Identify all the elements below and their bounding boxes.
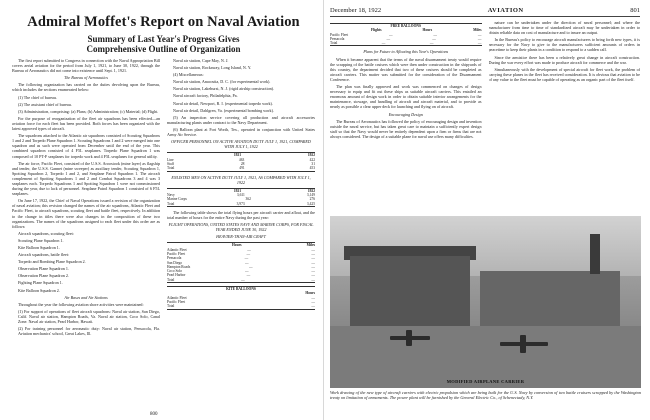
table-header-cell: 1922	[307, 153, 315, 158]
paragraph: Throughout the year the following aviation shore activities were maintained:	[18, 301, 144, 307]
paragraph: Naval air station, Cape May, N. J.	[173, 58, 229, 63]
paragraph: In the Bureau's policy to encourage aircraft manufacturers to bring forth new types, it is necessary for the Navy to give to the manufacturers sufficient amounts of orders in peacetime to keep their plants in a condition to respond to a sudden call.	[488, 37, 640, 53]
paragraph: On June 17, 1922, the Chief of Naval Operations issued a revision of the organization of naval aviation; this revision changed the names of the air squadrons, Atlantic Fleet and Pacific Fleet, to aircraft squadrons, scouting fleet and battle fleet, respectively. In addition to the change in titles there were also changes in the composition of these two organizations. The names of the squadrons assigned to each fleet under this order are as follows:	[12, 198, 160, 229]
article-subhead	[12, 34, 315, 54]
table-cell: —	[249, 264, 253, 269]
table-cell: —	[386, 36, 391, 41]
table-row	[167, 278, 315, 282]
paragraph: For the purpose of reorganization of the fleet air squadrons has been effected—an aviation force for each fleet has been provided. Both forces has been organized with the latest approved types of aircraft.	[12, 115, 160, 132]
table-cell: Pearl Harbor	[167, 273, 186, 278]
paragraph: The plan was finally approved and work was commenced on changes of design necessary to equip and fit out these ships as suitable aircraft carriers. This entailed an enormous amount of design work in order to obtain suitable interior arrangements for the maintenance, stowage, and handling of aircraft and aircraft material, and to provide as nearly as possible a clear upper deck for launching and flying on of aircraft.	[330, 84, 482, 110]
table-cell: —	[311, 299, 315, 304]
table-title: KITE BALLOONS	[226, 287, 256, 292]
section-heading: HEAVIER-THAN-AIR CRAFT	[216, 234, 266, 240]
paragraph: (2) The assistant chief of bureau.	[18, 101, 72, 107]
paragraph: The squadrons attached to the Atlantic air squadrons consisted of Scouting Squadrons 1 and 2 and Torpedo Plane Squadron 1. Scouting Squadrons 1 and 2 were merged into one squadron and as such were operated from December until the end of the year. This combined squadron consisted of 4 F5L seaplanes. Torpedo Plane Squadron 1 was composed of 10 PT-F seaplanes for torpedo work and 4 F5L seaplanes for general utility.	[12, 133, 160, 159]
paragraph: Naval air station, Rockaway, Long Island, N. Y.	[173, 65, 252, 71]
table-cell: Total	[330, 41, 338, 46]
table-row	[167, 166, 315, 170]
table-header-cell: 1922	[307, 188, 315, 193]
table-cell: Total	[167, 201, 175, 206]
table-cell: 28	[240, 161, 245, 166]
photo-label: MODIFIED AIRPLANE CARRIER	[446, 379, 525, 384]
table-cell: —	[311, 277, 315, 282]
left-page	[0, 0, 323, 420]
table-header-cell: Flights	[370, 28, 382, 33]
table-cell: Pacific Fleet	[167, 251, 186, 256]
right-column-1	[330, 20, 482, 226]
subhead-line: Summary of Last Year's Progress Gives	[87, 34, 240, 44]
section-heading: OFFICER PERSONNEL ON ACTIVE AVIATION DUTY JULY 1, 1921, COMPARED WITH JULY 1, 1922	[171, 139, 311, 150]
article-headline: Admiral Moffet's Report on Naval Aviation	[27, 14, 300, 30]
table-cell: 3,611	[236, 192, 245, 197]
table-cell: 422	[309, 157, 315, 162]
table-cell: —	[244, 256, 249, 261]
section-heading: Encouraging Design	[388, 111, 423, 117]
left-column-1	[12, 58, 160, 338]
paragraph: (4) Miscellaneous:	[173, 72, 204, 78]
section-heading: Plans for Future to Afloating this Year's Operations	[363, 49, 449, 55]
section-heading: FLIGHT OPERATIONS, UNITED STATES NAVY AND MARINE CORPS, FOR FISCAL YEAR ENDED JUNE 30, 1922	[168, 222, 314, 233]
table-cell: 463	[238, 157, 245, 162]
photo-deck	[480, 271, 620, 326]
right-page	[323, 0, 650, 420]
table-row	[167, 304, 315, 308]
table-cell: 491	[239, 166, 245, 171]
paragraph: (2) For training personnel for aeronautic duty: Naval air station, Pensacola, Fla. Aviation mechanics' school, Great Lakes, Ill.	[18, 326, 160, 337]
section-heading: Air Bases and Air Stations	[64, 294, 108, 300]
data-table	[167, 152, 315, 171]
airplane-icon	[406, 330, 412, 346]
table-header-cell: 1921	[233, 153, 241, 158]
table-cell: Total	[167, 166, 175, 171]
paragraph: Since the armistice there has been a relatively great change in aircraft construction. During the war every effort was made to produce aircraft for commerce and the war.	[488, 54, 640, 65]
table-cell: Pensacola	[167, 256, 182, 261]
table-title: FREE BALLOONS	[390, 24, 421, 28]
airplane-icon	[520, 335, 526, 353]
table-cell: 362	[245, 197, 251, 202]
table-cell: —	[477, 36, 482, 41]
table-cell: Marine Corps	[167, 197, 187, 202]
table-cell: Hampton Roads	[167, 264, 191, 269]
magazine-title: AVIATION	[487, 7, 524, 14]
paragraph: Naval air detail, Dahlgren, Va. (experimental bombing work).	[173, 107, 274, 113]
table-cell: 3,973	[236, 201, 245, 206]
paragraph: The Bureau of Aeronautics has followed the policy of encouraging design and invention outside the naval service, but has taken great care to maintain a sufficiently expert design staff so that the Navy would never be entirely dependent upon a firm or firms that are not always considered. The design of a suitable plane for naval use offers many difficulties.	[330, 118, 482, 139]
table-cell: —	[311, 269, 315, 274]
table-cell: —	[477, 41, 482, 46]
paragraph: (1) The chief of bureau.	[18, 94, 57, 100]
table-cell: —	[241, 277, 245, 282]
table-cell: —	[246, 251, 251, 256]
paragraph: (1) For support of operations of fleet aircraft squadrons: Naval air station, San Diego, Calif. Naval air station, Hampton Roads, Va. Naval air station, Coco Solo, Canal Zone. Naval air station, Pearl Harbor, Hawaii.	[18, 308, 160, 325]
left-columns	[12, 58, 315, 338]
table-cell: Atlantic Fleet	[167, 295, 187, 300]
paragraph: Observation Plane Squadron 2.	[18, 273, 69, 279]
data-table	[167, 242, 315, 283]
data-table	[167, 286, 315, 309]
table-cell: —	[311, 251, 315, 256]
table-cell: —	[311, 260, 315, 265]
table-cell: —	[433, 32, 437, 37]
right-column-2	[489, 20, 641, 226]
table-cell: —	[311, 304, 315, 309]
table-cell: —	[244, 260, 249, 265]
table-cell: —	[246, 273, 251, 278]
paragraph: Naval air station, Lakehurst, N. J. (rigid airship construction).	[173, 86, 275, 92]
table-cell: San Diego	[167, 260, 183, 265]
table-cell: —	[311, 247, 315, 252]
table-cell: Atlantic Fleet	[167, 247, 187, 252]
table-cell: —	[311, 273, 315, 278]
paragraph: When it became apparent that the terms of the naval disarmament treaty would require the scrapping of the battle cruisers which were then under construction in the shipyards of this country, the department decided that two of these cruisers should be completed as aircraft carriers. This matter was submitted for the consideration of the Disarmament Conference.	[330, 56, 482, 82]
table-cell: —	[311, 264, 315, 269]
table-header-cell: 1921	[233, 188, 241, 193]
running-header	[330, 6, 640, 17]
paragraph: Aircraft squadrons, battle fleet:	[18, 252, 70, 258]
table-cell: —	[247, 247, 251, 252]
paragraph: Aircraft squadrons, scouting fleet:	[18, 230, 74, 236]
paragraph: Kite Balloon Squadron 2.	[18, 287, 60, 293]
table-cell: —	[429, 41, 434, 46]
table-cell: —	[311, 295, 315, 300]
paragraph: Naval aircraft factory, Philadelphia, Pa.	[173, 93, 238, 99]
table-cell: Staff	[167, 161, 174, 166]
table-cell: 3,425	[306, 201, 315, 206]
paragraph: Observation Plane Squadron 1.	[18, 266, 69, 272]
table-header-cell: Hours	[232, 243, 242, 248]
table-cell: Coco Solo	[167, 269, 183, 274]
section-heading: The Bureau of Aeronautics	[64, 75, 108, 81]
table-cell: Pacific Fleet	[330, 32, 349, 37]
table-cell: Line	[167, 157, 174, 162]
paragraph: Naval air station, Anacostia, D. C. (for experimental work).	[173, 79, 271, 85]
photo-hangar	[350, 256, 470, 326]
issue-date: December 18, 1922	[330, 7, 382, 14]
table-row	[167, 202, 315, 206]
table-header-cell: Hours	[422, 28, 433, 33]
table-cell: —	[381, 41, 386, 46]
table-cell: Navy	[167, 192, 175, 197]
table-cell: 31	[311, 161, 315, 166]
paragraph: (5) An inspection service covering all production and aircraft accessories manufacturing plants under contract to the Navy Department.	[167, 114, 315, 125]
table-cell: 453	[309, 166, 315, 171]
table-cell: Total	[167, 304, 175, 309]
paragraph: The first report submitted to Congress in connection with the Naval Appropriation Bill covers aerial aviation for the period from July 1, 1921, to June 30, 1922, through the Bureau of Aeronautics did not come into existence until Sept. 1, 1921.	[12, 58, 160, 74]
photo-caption: Work drawing of the new type of aircraft carriers with electric propulsion which are being built for the U.S. Navy by conversion of two battle cruisers scrapped by the Washington treaty on limitation of armaments. The power plant will be furnished by the General Electric Co., of Schenectady, N.Y.	[330, 390, 641, 401]
table-row	[330, 41, 482, 45]
paragraph: Scouting Plane Squadron 1.	[18, 237, 64, 243]
paragraph: The air force, Pacific Fleet, consisted of the U.S.S. Aroostook (mine layer) as flagship and tender, the U.S.S. Gannet (mine sweeper) as auxiliary tender, Scouting Squadron 1, Spotting Squadron 2, Torpedo 1 and 2, and Seaplane Patrol Squadron 1. The aircraft complement of Spotting Squadrons 1 and 2 and Combat Squadrons 3 and 4 was 3 seaplanes each. Torpedo Squadrons 1 and Spotting Squadron 1 were not commissioned during the year, due to lack of personnel. Seaplane Patrol Squadron 1 consisted of 6 F5L seaplanes.	[12, 160, 160, 197]
paragraph: Simultaneously with the development of special aircraft for fleet work, the problem of carrying these planes in the fleet has received consideration. It is obvious that aviation to be of any value to the fleet must be capable of operating as an organic part of the fleet itself.	[488, 66, 640, 82]
paragraph: (3) Administration, comprising: (a) Plans; (b) Administration; (c) Material; (d) Flight.	[18, 108, 159, 114]
table-cell: 276	[309, 197, 315, 202]
data-table	[330, 23, 482, 46]
page-number: 801	[630, 7, 640, 14]
table-header-cell: Miles	[473, 28, 482, 33]
table-cell: 3,149	[306, 192, 315, 197]
paragraph: Fighting Plane Squadron 1.	[18, 280, 63, 286]
paragraph: (6) Balloon plant at Fort Worth, Tex., operated in conjunction with United States Army Air Service.	[167, 126, 315, 138]
table-cell: —	[432, 36, 436, 41]
paragraph: nature can be undertaken under the direction of naval personnel; and where the manufacturer from time to time of standardized aircraft may be undertaken in order to obtain reliable data on cost of manufacture and to insure an output.	[488, 20, 640, 36]
paragraph: The following table shows the total flying hours per aircraft carrier and afloat, and the total number of hours for the entire Navy during the past year:	[167, 209, 315, 220]
table-cell: Pacific Fleet	[167, 299, 186, 304]
paragraph: Kite Balloon Squadron 1.	[18, 245, 60, 250]
carrier-illustration	[330, 216, 641, 388]
table-cell: —	[311, 256, 315, 261]
paragraph: Torpedo and Bombing Plane Squadron 2.	[18, 259, 86, 265]
subhead-line: Comprehensive Outline of Organization	[86, 44, 241, 54]
right-columns	[330, 20, 640, 226]
table-header-cell: Miles	[306, 243, 315, 248]
photo-tower	[590, 234, 600, 274]
table-cell: —	[244, 269, 249, 274]
paragraph: The following organization has carried on the duties devolving upon the Bureau, which includes the sections enumerated below:	[12, 82, 160, 93]
page-number: 800	[150, 412, 158, 417]
table-cell: Pensacola	[330, 36, 345, 41]
section-heading: ENLISTED MEN ON ACTIVE DUTY JULY 1, 1921, AS COMPARED WITH JULY 1, 1922	[171, 174, 311, 185]
table-header-cell: Hours	[305, 291, 315, 296]
table-cell: —	[477, 32, 482, 37]
left-column-2	[167, 58, 315, 338]
table-cell: Total	[167, 277, 175, 282]
data-table	[167, 188, 315, 207]
table-cell: —	[388, 32, 393, 37]
paragraph: Naval air detail, Newport, R. I. (experimental torpedo work).	[173, 100, 273, 106]
